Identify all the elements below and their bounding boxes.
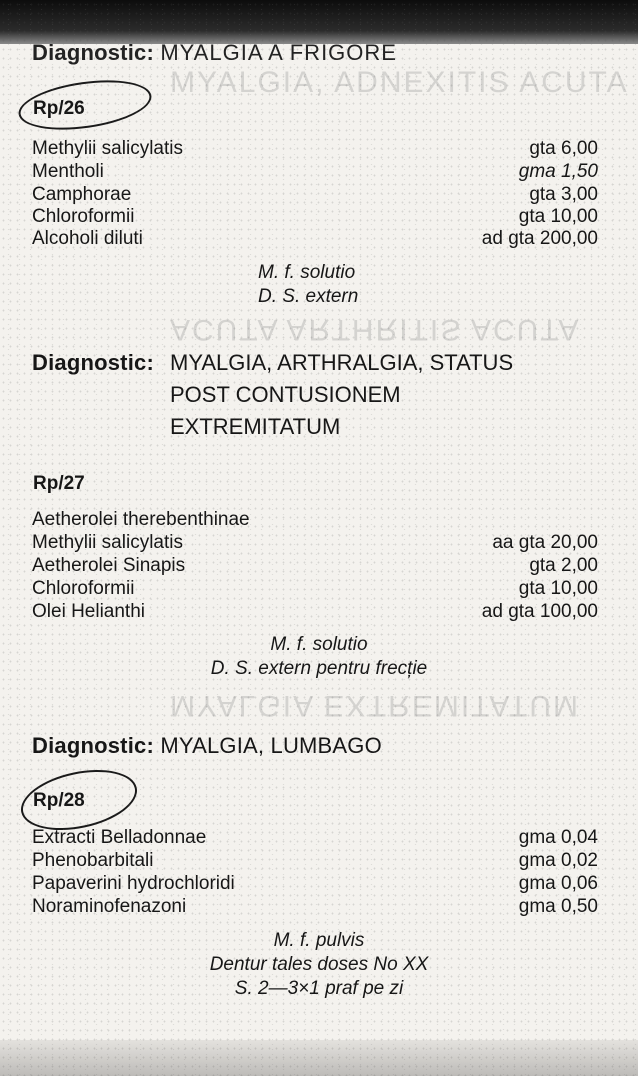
bleed-through-text: ACUTA ARTHRITIS ACUTA [170, 313, 581, 346]
ingredient-name: Aetherolei Sinapis [32, 555, 186, 576]
ingredient-row [32, 532, 598, 556]
ingredient-qty: gta 2,00 [529, 555, 598, 576]
ingredient-name: Methylii salicylatis [32, 532, 183, 553]
ingredient-qty: ad gta 200,00 [481, 228, 598, 249]
instruction-line: Dentur tales doses No XX [209, 954, 429, 975]
instruction-line: D. S. extern pentru frecție [210, 658, 428, 679]
instruction-line: M. f. pulvis [273, 930, 365, 951]
ingredient-row [32, 138, 598, 162]
ingredient-name: Noraminofenazoni [32, 896, 187, 917]
ingredient-qty: gma 0,50 [518, 896, 598, 917]
ingredient-row [32, 161, 598, 185]
diagnostic-label: Diagnostic: [32, 40, 154, 65]
ingredient-qty: gma 0,02 [518, 850, 598, 871]
ingredient-row [32, 850, 598, 874]
ingredient-qty: gta 3,00 [529, 184, 598, 205]
ingredient-row [32, 228, 598, 252]
diagnostic-heading-28 [32, 733, 382, 759]
ingredient-name: Olei Helianthi [32, 601, 145, 622]
diagnostic-text-line: MYALGIA, ARTHRALGIA, STATUS [170, 350, 514, 375]
instruction-line: M. f. solutio [258, 262, 356, 283]
ingredient-name: Phenobarbitali [32, 850, 154, 871]
ingredient-name: Alcoholi diluti [32, 228, 143, 249]
ingredient-row [32, 184, 598, 208]
ingredient-qty: gta 10,00 [518, 206, 598, 227]
ingredient-qty: gta 6,00 [529, 138, 598, 159]
scan-bottom-edge [0, 1040, 638, 1076]
ingredient-name: Extracti Belladonnae [32, 827, 207, 848]
diagnostic-text-line: POST CONTUSIONEM [170, 382, 401, 407]
prescription-number-28: Rp/28 [33, 790, 85, 811]
instruction-line: S. 2—3×1 praf pe zi [234, 978, 404, 999]
ingredient-row [32, 896, 598, 920]
ingredient-name: Methylii salicylatis [32, 138, 183, 159]
ingredient-row [32, 873, 598, 897]
ingredient-name: Mentholi [32, 161, 104, 182]
diagnostic-text-line: EXTREMITATUM [170, 414, 341, 439]
bleed-through-text: MYALGIA EXTREMITATUM [170, 689, 581, 722]
ingredient-qty: ad gta 100,00 [481, 601, 598, 622]
instruction-line: D. S. extern [258, 286, 359, 307]
ingredient-row [32, 827, 598, 851]
ingredient-row [32, 601, 598, 625]
ingredient-qty: gma 1,50 [518, 161, 598, 182]
diagnostic-heading-26 [32, 40, 397, 66]
ingredient-row [32, 206, 598, 230]
diagnostic-label: Diagnostic: [32, 733, 154, 758]
diagnostic-heading-27 [32, 350, 154, 376]
ingredient-name: Aetherolei therebenthinae [32, 509, 250, 530]
ingredient-name: Chloroformii [32, 578, 135, 599]
ingredient-name: Chloroformii [32, 206, 135, 227]
scan-dark-edge [0, 0, 638, 44]
diagnostic-label: Diagnostic: [32, 350, 154, 375]
ingredient-qty: gma 0,06 [518, 873, 598, 894]
ingredient-row [32, 578, 598, 602]
prescription-number-27: Rp/27 [33, 473, 85, 494]
instruction-line: M. f. solutio [270, 634, 368, 655]
ingredient-qty: gta 10,00 [518, 578, 598, 599]
ingredient-name: Papaverini hydrochloridi [32, 873, 235, 894]
ingredient-qty: gma 0,04 [518, 827, 598, 848]
ingredient-name: Camphorae [32, 184, 132, 205]
diagnostic-text: MYALGIA, LUMBAGO [160, 733, 382, 758]
prescription-number-26: Rp/26 [33, 98, 85, 119]
diagnostic-text: MYALGIA A FRIGORE [160, 40, 397, 65]
bleed-through-text: MYALGIA, ADNEXITIS ACUTA [170, 66, 629, 99]
ingredient-row [32, 509, 598, 533]
ingredient-row [32, 555, 598, 579]
ingredient-qty: aa gta 20,00 [492, 532, 598, 553]
